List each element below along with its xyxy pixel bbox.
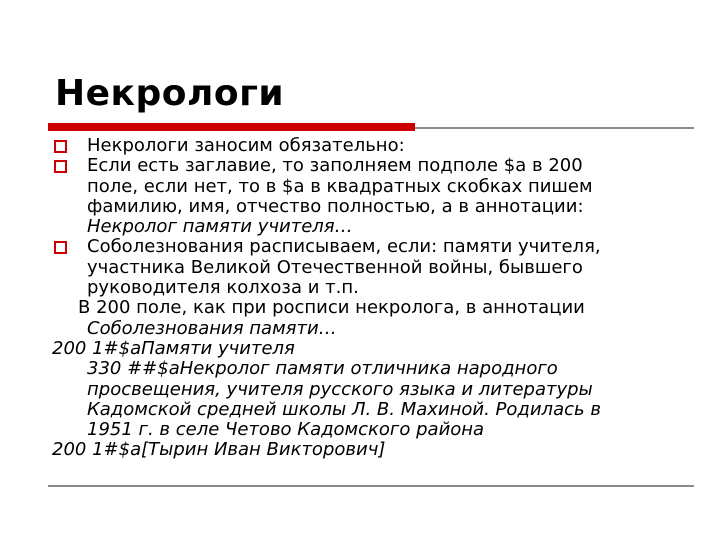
example-line: 330 ##$aНекролог памяти отличника народного	[87, 358, 558, 380]
paragraph-line-italic: Соболезнования памяти…	[87, 317, 337, 339]
example-line: просвещения, учителя русского языка и литературы	[87, 378, 593, 400]
example-line: Кадомской средней школы Л. В. Махиной. Родилась в	[87, 398, 601, 420]
title-accent-bar	[48, 123, 415, 131]
paragraph-line: В 200 поле, как при росписи некролога, в аннотации	[78, 297, 585, 319]
bullet-line: Некрологи заносим обязательно:	[87, 135, 405, 156]
square-bullet-icon	[54, 140, 67, 153]
square-bullet-icon	[54, 241, 67, 254]
bottom-divider	[48, 485, 694, 487]
example-line: 200 1#$aПамяти учителя	[52, 337, 295, 359]
bullet-item	[52, 156, 702, 237]
bullet-line: руководителя колхоза и т.п.	[87, 277, 359, 299]
bullet-item	[52, 136, 702, 156]
bullet-line: Соболезнования расписываем, если: памяти учителя,	[87, 236, 601, 258]
bullet-line: поле, если нет, то в $a в квадратных скобках пишем	[87, 175, 593, 197]
example-line: 200 1#$a[Тырин Иван Викторович]	[52, 439, 386, 461]
bullet-line: фамилию, имя, отчество полностью, а в аннотации:	[87, 195, 584, 217]
bullet-line: Если есть заглавие, то заполняем подполе $a в 200	[87, 155, 583, 177]
square-bullet-icon	[54, 160, 67, 173]
bullet-item	[52, 237, 702, 298]
slide-title: Некрологи	[55, 73, 285, 114]
slide-content	[52, 136, 702, 461]
example-line: 1951 г. в селе Четово Кадомского района	[87, 419, 485, 441]
bullet-line: участника Великой Отечественной войны, бывшего	[87, 256, 583, 278]
bullet-line-italic: Некролог памяти учителя…	[87, 216, 353, 238]
